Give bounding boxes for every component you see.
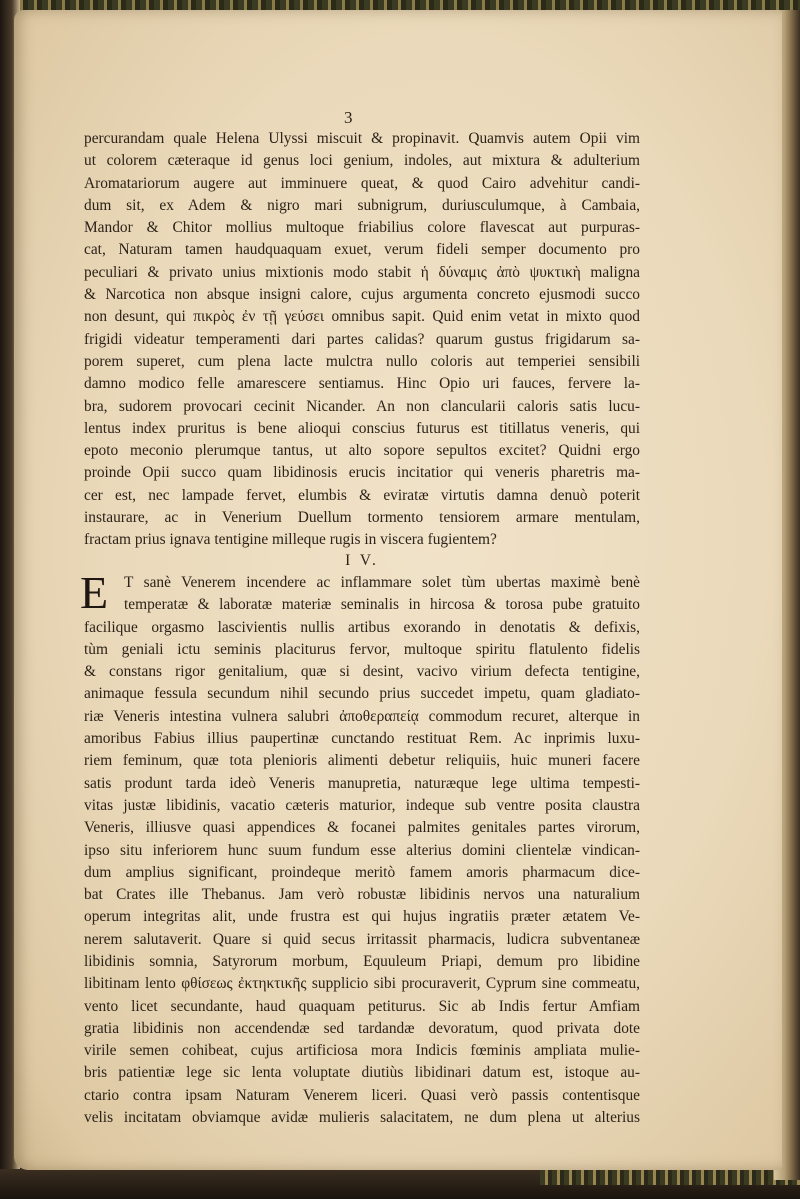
text-line: proinde Opii succo quam libidinosis erucis incitatior qui veneris pharetris ma- bbox=[84, 464, 640, 482]
text-line: lentus index pruritus is bene alioqui conscius futurus est titillatus veneris, qui bbox=[84, 419, 640, 437]
text-line: instaurare, ac in Venerium Duellum tormento tensiorem armare mentulam, bbox=[84, 509, 640, 527]
text-line: bris patientiæ lege sic lenta voluptate diutiùs libidinari datum est, istoque au- bbox=[84, 1064, 640, 1082]
book-page bbox=[14, 10, 782, 1170]
text-line: libidinis somnia, Satyrorum morbum, Equuleum Priapi, demum pro libidine bbox=[84, 952, 640, 970]
text-line: nerem salutaverit. Quare si quid secus irritassit pharmacis, ludicra subventaneæ bbox=[84, 930, 640, 948]
section-heading: I V. bbox=[345, 551, 379, 569]
page-text bbox=[80, 128, 640, 1129]
text-line: dum amplius significant, proindeque meritò famem amoris pharmacum dice- bbox=[84, 863, 640, 881]
drop-capital: E bbox=[80, 566, 109, 618]
paragraph-1 bbox=[84, 128, 640, 552]
text-line: dum sit, ex Adem & nigro mari subnigrum, duriusculumque, à Cambaia, bbox=[84, 196, 640, 214]
paragraph-2-first-line-text: T sanè Venerem incendere ac inflammare solet tùm ubertas maximè benè bbox=[124, 573, 640, 591]
text-line: bat Crates ille Thebanus. Jam verò robustæ libidinis nervos una naturalium bbox=[84, 886, 640, 904]
paragraph-2 bbox=[84, 594, 640, 1129]
text-line: ipso situ inferiorem hunc suum fundum esse alterius domini clientelæ vindican- bbox=[84, 841, 640, 859]
text-line: cat, Naturam tamen haudquaquam exuet, verum fideli semper documento pro bbox=[84, 241, 640, 259]
text-line: tùm geniali ictu seminis placiturus fervor, multoque spiritu flatulento fidelis bbox=[84, 640, 640, 658]
text-line: temperatæ & laboratæ materiæ seminalis in hircosa & torosa pube gratuito bbox=[124, 596, 640, 614]
text-line: frigidi videatur temperamenti dari partes calidas? quarum gustus frigidarum sa- bbox=[84, 330, 640, 348]
text-line: peculiari & privato unius mixtionis modo stabit ἡ δύναμις ἀπὸ ψυκτικὴ maligna bbox=[84, 263, 640, 281]
text-line: libitinam lento φθίσεως ἐκτηκτικῆς supplicio sibi procuraverit, Cyprum sine commeatu, bbox=[84, 975, 640, 993]
text-line: gratia libidinis non accendendæ sed tardandæ devoratum, quod privata dote bbox=[84, 1019, 640, 1037]
text-line: & Narcotica non absque insigni calore, cujus argumenta concreto ejusmodi succo bbox=[84, 286, 640, 304]
text-line: Mandor & Chitor mollius multoque friabilius colore flavescat aut purpuras- bbox=[84, 219, 640, 237]
text-line: cer est, nec lampade fervet, elumbis & eviratæ virtutis damna denuò poterit bbox=[84, 486, 640, 504]
text-line: Aromatariorum augere aut imminuere queat, & quod Cairo advehitur candi- bbox=[84, 174, 640, 192]
text-line: non desunt, qui πικρὸς ἐν τῇ γεύσει omnibus sapit. Quid enim vetat in mixto quod bbox=[84, 308, 640, 326]
text-line: damno modico felle amarescere sentiamus. Hinc Opio uri fauces, fervere la- bbox=[84, 375, 640, 393]
text-line: operum integritas alit, unde frustra est qui hujus ingratiis præter ætatem Ve- bbox=[84, 908, 640, 926]
text-line: vitas justæ libidinis, vacatio cæteris maturior, indeque sub ventre posita claustra bbox=[84, 796, 640, 814]
text-line: riæ Veneris intestina vulnera salubri ἀποθεραπείᾳ commodum recuret, alterque in bbox=[84, 707, 640, 725]
text-line: Veneris, illiusve quasi appendices & focanei palmites genitales partes virorum, bbox=[84, 819, 640, 837]
text-line: amoribus Fabius illius paupertinæ cunctando restituat Rem. Ac inprimis luxu- bbox=[84, 730, 640, 748]
text-line: ctario contra ipsam Naturam Venerem liceri. Quasi verò passis contentisque bbox=[84, 1086, 640, 1104]
text-line: epoto meconio plerumque tantus, ut alto sopore sepultos excitet? Quidni ergo bbox=[84, 442, 640, 460]
book-cover-border-bottom bbox=[540, 1169, 800, 1185]
text-line: satis produnt tarda ideò Veneris manupretia, naturæque lege ultima tempesti- bbox=[84, 774, 640, 792]
text-line: riem feminum, quæ tota plenioris alimenti debetur reliquiis, huic muneri facere bbox=[84, 752, 640, 770]
text-line: velis incitatam obviamque avidæ mulieris salacitatem, ne dum plena ut alterius bbox=[84, 1109, 640, 1127]
text-line: & constans rigor genitalium, quæ si desint, vacivo virium defecta tentigine, bbox=[84, 663, 640, 681]
text-line: animaque fessula secundum nihil secundo prius succedet impetu, quam gladiato- bbox=[84, 685, 640, 703]
text-line: ut colorem cæteraque id genus loci genium, indoles, aut mixtura & adulterium bbox=[84, 152, 640, 170]
text-line: percurandam quale Helena Ulyssi miscuit & propinavit. Quamvis autem Opii vim bbox=[84, 130, 640, 147]
text-line: vento licet secundante, haud quaquam petiturus. Sic ab Indis fertur Amfiam bbox=[84, 997, 640, 1015]
text-line: bra, sudorem provocari cecinit Nicander. An non clancularii caloris satis lucu- bbox=[84, 397, 640, 415]
text-line: porem superet, cum plena lacte mulctra nullo coloris aut temperiei sensibili bbox=[84, 352, 640, 370]
page-number: 3 bbox=[344, 108, 353, 127]
text-line: fractam prius ignava tentigine milleque rugis in viscera fugientem? bbox=[84, 531, 497, 549]
text-line: virile semen cohibeat, cujus artificiosa mora Indicis fœminis ampliata mulie- bbox=[84, 1042, 640, 1060]
text-line: facilique orgasmo lascivientis nullis artibus exorando in denotatis & defixis, bbox=[84, 618, 640, 636]
